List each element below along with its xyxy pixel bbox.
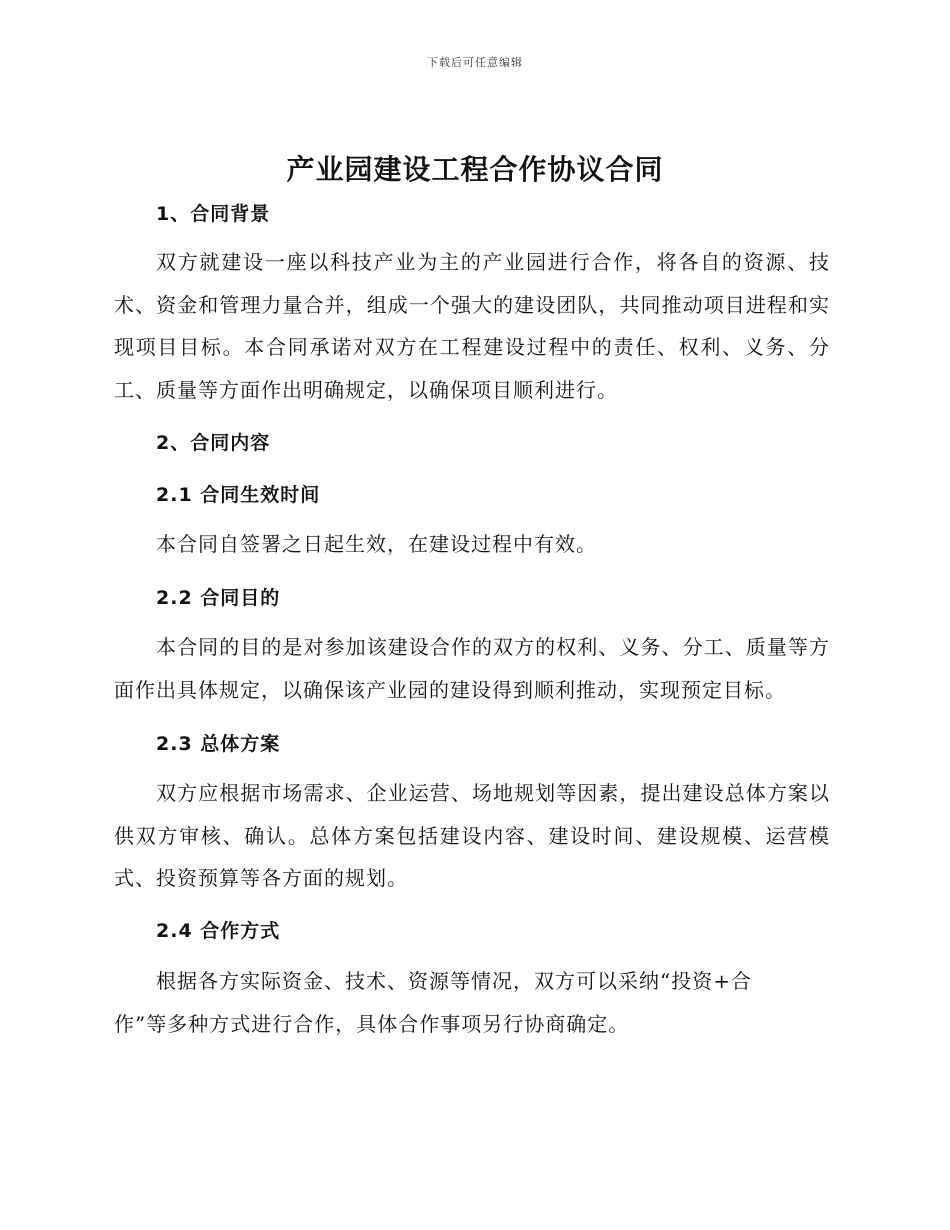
section-heading-effective-time: 2.1 合同生效时间 — [156, 484, 321, 506]
section-heading-purpose: 2.2 合同目的 — [156, 587, 281, 609]
section-heading-overall-plan: 2.3 总体方案 — [156, 733, 281, 755]
paragraph-effective-time: 本合同自签署之日起生效，在建设过程中有效。 — [156, 532, 597, 556]
paragraph-overall-plan: 双方应根据市场需求、企业运营、场地规划等因素，提出建设总体方案以供双方审核、确认。总体方案包括建设内容、建设时间、建设规模、运营模式、投资预算等各方面的规划。 — [114, 781, 830, 890]
section-heading-background: 1、合同背景 — [156, 203, 271, 225]
document-title: 产业园建设工程合作协议合同 — [286, 153, 664, 186]
section-heading-cooperation-method: 2.4 合作方式 — [156, 920, 281, 942]
paragraph-purpose: 本合同的目的是对参加该建设合作的双方的权利、义务、分工、质量等方面作出具体规定，以确保该产业园的建设得到顺利推动，实现预定目标。 — [114, 635, 830, 702]
paragraph-background: 双方就建设一座以科技产业为主的产业园进行合作，将各自的资源、技术、资金和管理力量合并，组成一个强大的建设团队，共同推动项目进程和实现项目目标。本合同承诺对双方在工程建设过程中的责任、权利、义务、分工、质量等方面作出明确规定，以确保项目顺利进行。 — [114, 250, 830, 402]
paragraph-cooperation-method: 根据各方实际资金、技术、资源等情况，双方可以采纳“投资+合作”等多种方式进行合作，具体合作事项另行协商确定。 — [114, 969, 752, 1036]
header-note: 下载后可任意编辑 — [427, 56, 523, 69]
section-heading-content: 2、合同内容 — [156, 432, 271, 454]
